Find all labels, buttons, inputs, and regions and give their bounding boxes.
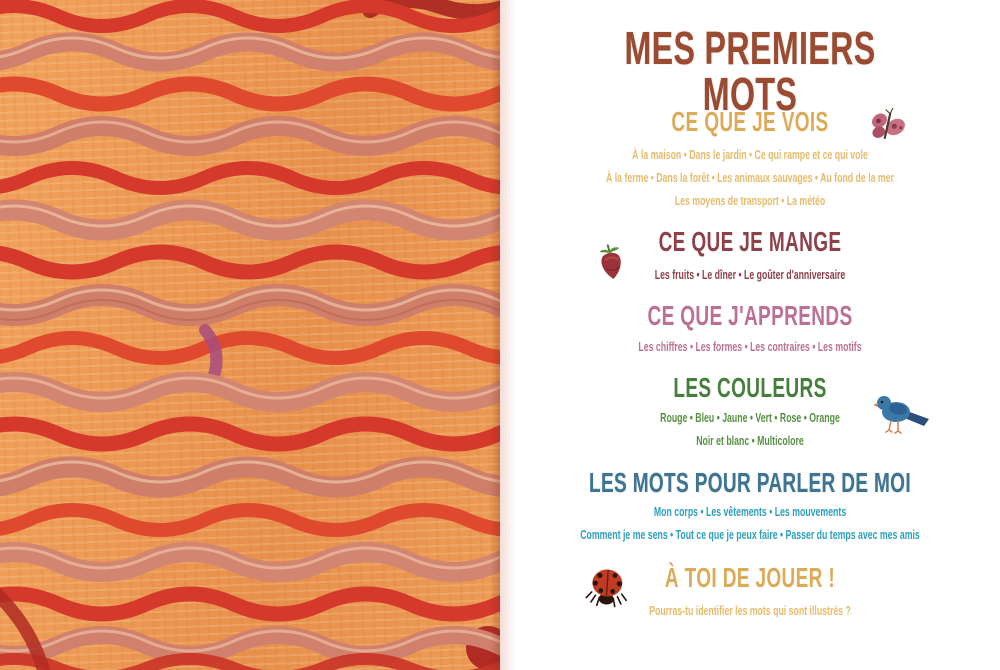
section-title-ce-que-je-mange: CE QUE JE MANGE [658, 226, 842, 257]
section-topics-les-mots-pour-parler-de-moi [575, 501, 925, 547]
section-title-a-toi-de-jouer: À TOI DE JOUER ! [664, 562, 836, 593]
topic-line: À la ferme • Dans la forêt • Les animaux sauvages • Au fond de la mer [605, 171, 894, 185]
topic-line: Mon corps • Les vêtements • Les mouvements [653, 505, 847, 519]
section-topics-ce-que-japprends [575, 336, 925, 359]
section-title-les-mots-pour-parler-de-moi: LES MOTS POUR PARLER DE MOI [589, 467, 911, 498]
section-title-les-couleurs: LES COULEURS [673, 372, 827, 403]
section-topics-ce-que-je-mange [575, 264, 925, 287]
topic-line: Les fruits • Le dîner • Le goûter d'anniversaire [654, 268, 846, 282]
page-title: MES PREMIERS MOTS [624, 22, 876, 120]
butterfly-icon [868, 108, 906, 144]
topic-line: Les chiffres • Les formes • Les contraires • Les motifs [638, 340, 862, 354]
strawberry-icon [596, 241, 626, 281]
section-topics-les-couleurs [575, 407, 925, 453]
topic-line: Rouge • Bleu • Jaune • Vert • Rose • Orange [660, 411, 840, 425]
topic-line: Comment je me sens • Tout ce que je peux faire • Passer du temps avec mes amis [580, 528, 920, 542]
topic-line: Pourras-tu identifier les mots qui sont illustrés ? [649, 604, 851, 618]
section-topics-ce-que-je-vois [575, 144, 925, 213]
ladybug-icon [584, 566, 630, 610]
section-title-ce-que-je-vois: CE QUE JE VOIS [671, 106, 829, 137]
contents-right-page [500, 0, 1000, 670]
bird-icon [874, 390, 932, 434]
topic-line: Noir et blanc • Multicolore [696, 434, 804, 448]
section-title-ce-que-japprends: CE QUE J'APPRENDS [647, 300, 853, 331]
topic-line: Les moyens de transport • La météo [674, 194, 826, 208]
topic-line: À la maison • Dans le jardin • Ce qui rampe et ce qui vole [632, 148, 868, 162]
